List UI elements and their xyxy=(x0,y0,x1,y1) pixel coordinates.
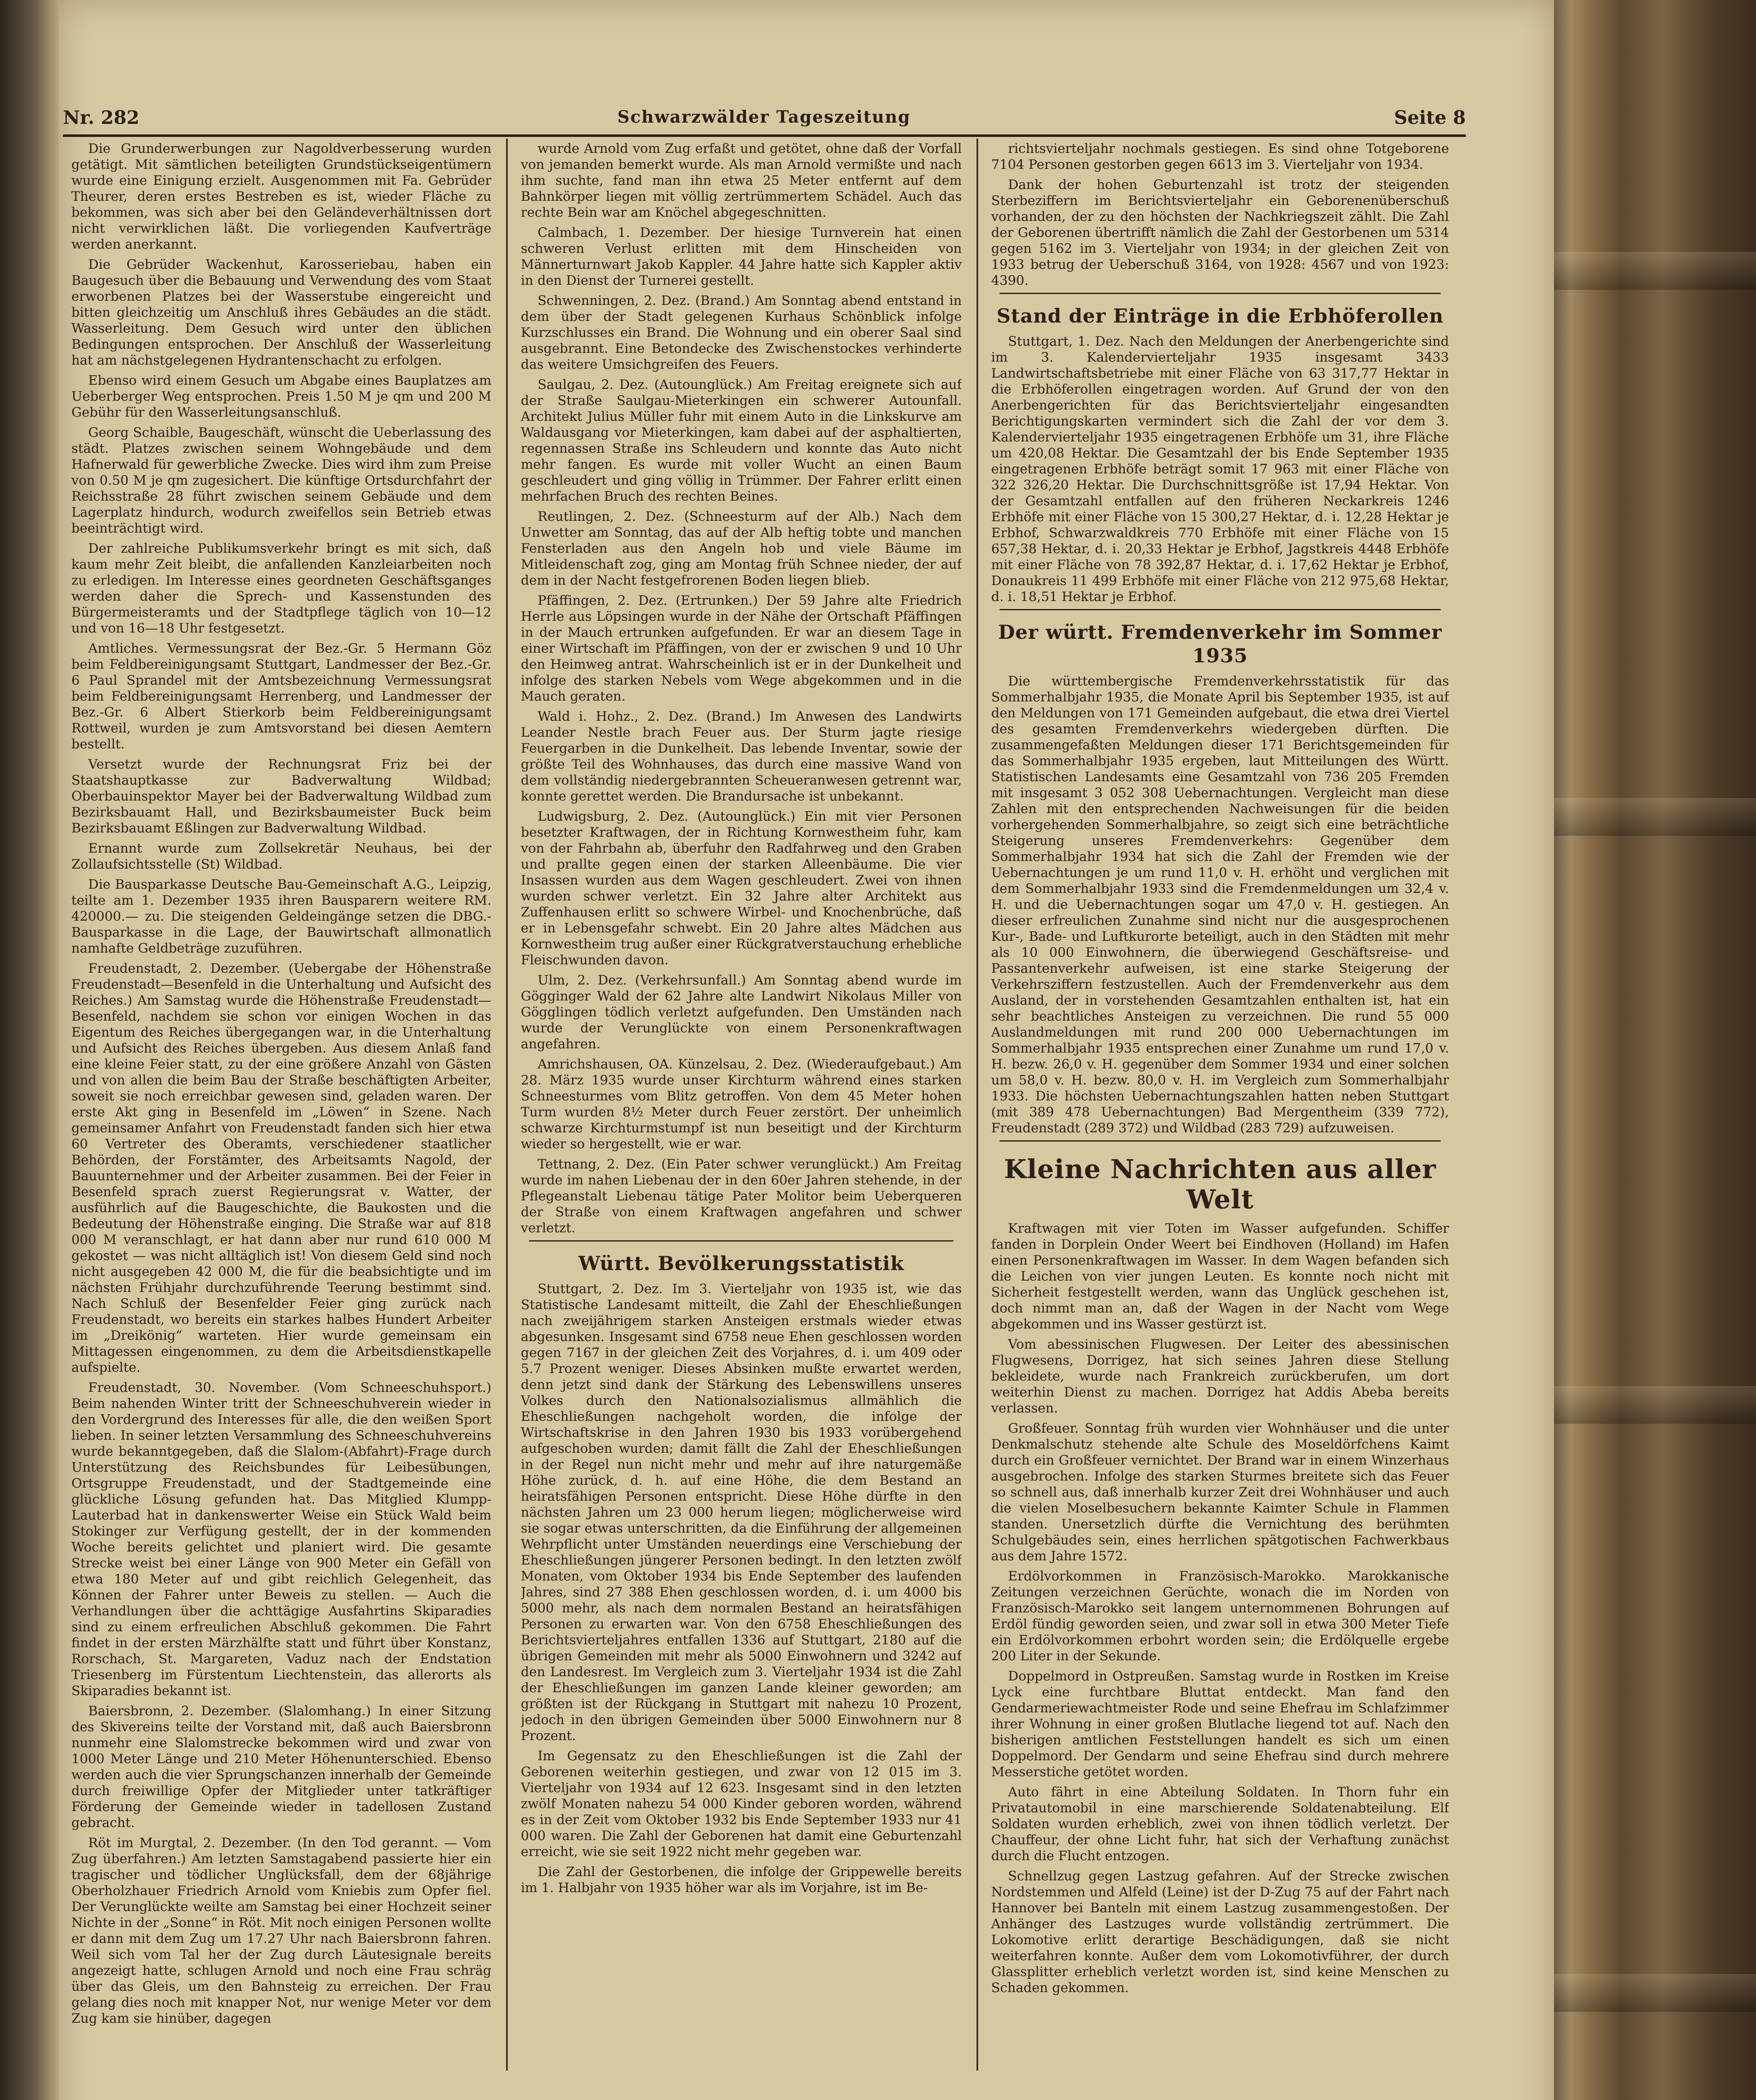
article-paragraph: Schnellzug gegen Lastzug gefahren. Auf der Strecke zwischen Nordstemmen und Alfeld (Leine) ist der D-Zug 75 auf der Fahrt nach Hannover bei Banteln mit einem Lastzug zusammengestoßen. Der Anhänger des Lastzuges wurde vollständig zertrümmert. Die Lokomotive erlitt derartige Beschädigungen, daß sie nicht weiterfahren konnte. Außer dem vom Lokomotivführer, der durch Glassplitter erheblich verletzt worden ist, sind keine Menschen zu Schaden gekommen. xyxy=(991,1869,1449,1995)
column-divider xyxy=(506,139,508,2071)
article-paragraph: Ernannt wurde zum Zollsekretär Neuhaus, bei der Zollaufsichtsstelle (St) Wildbad. xyxy=(71,841,491,872)
article-paragraph: Die württembergische Fremdenverkehrsstatistik für das Sommerhalbjahr 1935, die Monate April bis September 1935, ist auf den Meldungen von 171 Gemeinden aufgebaut, die etwa drei Viertel des gesamten Fremdenverkehrs wiedergeben dürften. Die zusammengefaßten Meldungen dieser 171 Berichtsgemeinden für das Sommerhalbjahr 1935 ergeben, laut Mitteilungen des Württ. Statistischen Landesamts eine Gesamtzahl von 736 205 Fremden mit insgesamt 3 052 308 Uebernachtungen. Vergleicht man diese Zahlen mit den entsprechenden Nachweisungen für die beiden vorhergehenden Sommerhalbjahre, so zeigt sich eine beträchtliche Steigerung unseres Fremdenverkehrs: Gegenüber dem Sommerhalbjahr 1934 hat sich die Zahl der Fremden wie der Uebernachtungen je um rund 11,0 v. H. erhöht und verglichen mit dem Sommerhalbjahr 1933 sind die Fremdenmeldungen um 32,4 v. H. und die Uebernachtungen sogar um 47,0 v. H. gestiegen. An dieser erfreulichen Zunahme sind nicht nur die ausgesprochenen Kur-, Bade- und Luftkurorte beteiligt, auch in den Städten mit mehr als 10 000 Einwohnern, die überwiegend Geschäftsreise- und Passantenverkehr aufweisen, ist eine starke Steigerung der Verkehrsziffern festzustellen. Auch der Fremdenverkehr aus dem Ausland, der in vorstehenden Gesamtzahlen enthalten ist, hat ein sehr beachtliches Ansteigen zu verzeichnen. Die rund 55 000 Auslandmeldungen mit rund 200 000 Uebernachtungen im Sommerhalbjahr 1935 entsprechen einer Zunahme um rund 17,0 v. H. bezw. 26,0 v. H. gegenüber dem Sommer 1934 und einer solchen um 58,0 v. H. bezw. 80,0 v. H. im Vergleich zum Sommerhalbjahr 1933. Die höchsten Uebernachtungszahlen hatten neben Stuttgart (mit 389 478 Uebernachtungen) Bad Mergentheim (339 772), Freudenstadt (289 372) und Wildbad (283 729) aufzuweisen. xyxy=(991,674,1449,1136)
column-2 xyxy=(521,141,962,2073)
column-1 xyxy=(71,141,491,2073)
article-paragraph: Erdölvorkommen in Französisch-Marokko. Marokkanische Zeitungen verzeichnen Gerüchte, wonach die im Norden von Französisch-Marokko seit langem unternommenen Bohrungen auf Erdöl fündig geworden seien, und zwar soll in etwa 300 Meter Tiefe ein Erdölvorkommen erbohrt worden sein; die Erdölquelle ergebe 200 Liter in der Sekunde. xyxy=(991,1569,1449,1664)
article-paragraph: Kraftwagen mit vier Toten im Wasser aufgefunden. Schiffer fanden in Dorplein Onder Weert bei Eindhoven (Holland) im Hafen einen Personenkraftwagen im Wasser. In dem Wagen befanden sich die Leichen von vier jungen Leuten. Es konnte noch nicht mit Sicherheit festgestellt werden, wann das Unglück geschehen ist, doch nimmt man an, daß der Wagen in der Nacht vom Wege abgekommen und ins Wasser gestürzt ist. xyxy=(991,1221,1449,1332)
article-paragraph: Die Bausparkasse Deutsche Bau-Gemeinschaft A.G., Leipzig, teilte am 1. Dezember 1935 ihren Bausparern weitere RM. 420000.— zu. Die steigenden Geldeingänge setzen die DBG.-Bausparkasse in die Lage, der Bauwirtschaft allmonatlich namhafte Geldbeträge zuzuführen. xyxy=(71,877,491,956)
article-paragraph: Großfeuer. Sonntag früh wurden vier Wohnhäuser und die unter Denkmalschutz stehende alte Schule des Moseldörfchens Kaimt durch ein Großfeuer vernichtet. Der Brand war in einem Winzerhaus ausgebrochen. Infolge des starken Sturmes breitete sich das Feuer so schnell aus, daß innerhalb kurzer Zeit drei Wohnhäuser und auch die vielen Moselbesuchern bekannte Kaimter Schule in Flammen standen. Unersetzlich dürfte die Vernichtung des berühmten Schulgebäudes sein, eines herrlichen spätgotischen Fachwerkbaus aus dem Jahre 1572. xyxy=(991,1421,1449,1564)
section-rule xyxy=(1000,1140,1441,1142)
section-rule xyxy=(1000,293,1441,294)
article-paragraph: Doppelmord in Ostpreußen. Samstag wurde in Rostken im Kreise Lyck eine furchtbare Bluttat entdeckt. Man fand den Gendarmeriewachtmeister Rode und seine Ehefrau im Schlafzimmer ihrer Wohnung in einer großen Blutlache liegend tot auf. Nach den bisherigen amtlichen Feststellungen handelt es sich um einen Doppelmord. Der Gendarm und seine Ehefrau sind durch mehrere Messerstiche getötet worden. xyxy=(991,1669,1449,1780)
article-paragraph: Versetzt wurde der Rechnungsrat Friz bei der Staatshauptkasse zur Badverwaltung Wildbad; Oberbauinspektor Mayer bei der Badverwaltung Wildbad zum Bezirksbauamt Hall, und Bezirksbaumeister Buck beim Bezirksbauamt Eßlingen zur Badverwaltung Wildbad. xyxy=(71,757,491,836)
article-paragraph: Wald i. Hohz., 2. Dez. (Brand.) Im Anwesen des Landwirts Leander Nestle brach Feuer aus. Der Sturm jagte riesige Feuergarben in die Dunkelheit. Das lebende Inventar, sowie der größte Teil des Wohnhauses, das durch eine massive Wand von dem vollständig niedergebrannten Scheueranwesen getrennt war, konnte gerettet werden. Die Brandursache ist unbekannt. xyxy=(521,709,962,804)
issue-number: Nr. 282 xyxy=(63,107,139,129)
article-paragraph: Calmbach, 1. Dezember. Der hiesige Turnverein hat einen schweren Verlust erlitten mit dem Hinscheiden von Männerturnwart Jakob Kappler. 44 Jahre hatte sich Kappler aktiv in den Dienst der Turnerei gestellt. xyxy=(521,225,962,288)
article-paragraph: Amrichshausen, OA. Künzelsau, 2. Dez. (Wiederaufgebaut.) Am 28. März 1935 wurde unser Kirchturm während eines starken Schneesturmes vom Blitz getroffen. Von dem 45 Meter hohen Turm wurden 8½ Meter durch Feuer zerstört. Der unheimlich schwarze Kirchturmstumpf ist nun beseitigt und der Kirchturm wieder so hergestellt, wie er war. xyxy=(521,1057,962,1152)
section-headline: Kleine Nachrichten aus aller Welt xyxy=(1004,1154,1436,1215)
newspaper-title: Schwarzwälder Tageszeitung xyxy=(617,107,911,127)
section-headline: Württ. Bevölkerungsstatistik xyxy=(578,1252,904,1275)
article-paragraph: Die Gebrüder Wackenhut, Karosseriebau, haben ein Baugesuch über die Bebauung und Verwendung des vom Staat erworbenen Platzes bei der Wasserstube eingereicht und bitten gleichzeitig um Anschluß ihres Gebäudes an die städt. Wasserleitung. Dem Gesuch wird unter den üblichen Bedingungen entsprochen. Der Anschluß der Wasserleitung hat am nächstgelegenen Hydrantenschacht zu erfolgen. xyxy=(71,257,491,368)
article-paragraph: Stuttgart, 2. Dez. Im 3. Vierteljahr von 1935 ist, wie das Statistische Landesamt mitteilt, die Zahl der Eheschließungen nach zweijährigem starken Ansteigen erstmals wieder etwas abgesunken. Insgesamt sind 6758 neue Ehen geschlossen worden gegen 7167 in der gleichen Zeit des Vorjahres, d. i. um 409 oder 5.7 Prozent weniger. Dieses Absinken mußte erwartet werden, denn jetzt sind dank der Stärkung des Lebenswillens unseres Volkes durch den Nationalsozialismus allmählich die Eheschließungen nachgeholt worden, die infolge der Wirtschaftskrise in den Jahren 1930 bis 1933 vorübergehend aufgeschoben wurden; damit fällt die Zahl der Eheschließungen in der Regel nun nicht mehr und mehr auf ihre naturgemäße Höhe zurück, d. h. auf eine Höhe, die dem Bestand an heiratsfähigen Personen entspricht. Diese Höhe dürfte in den nächsten Jahren um 23 000 herum liegen; möglicherweise wird sie sogar etwas unterschritten, da die Einführung der allgemeinen Wehrpflicht unter Umständen neuerdings eine Verschiebung der Eheschließungen jüngerer Personen bedingt. In den letzten zwölf Monaten, vom Oktober 1934 bis Ende September des laufenden Jahres, sind 27 388 Ehen geschlossen worden, d. i. um 4000 bis 5000 mehr, als nach dem normalen Bestand an heiratsfähigen Personen zu erwarten war. Von den 6758 Eheschließungen des Berichtsvierteljahres entfallen 1336 auf Stuttgart, 2180 auf die übrigen Gemeinden mit mehr als 5000 Einwohnern und 3242 auf den Landesrest. Im Vergleich zum 3. Vierteljahr 1934 ist die Zahl der Eheschließungen im ganzen Lande kleiner geworden; am größten ist der Rückgang in Stuttgart mit nahezu 10 Prozent, jedoch in den übrigen Gemeinden über 5000 Einwohnern nur 8 Prozent. xyxy=(521,1281,962,1743)
article-paragraph: Amtliches. Vermessungsrat der Bez.-Gr. 5 Hermann Göz beim Feldbereinigungsamt Stuttgart, Landmesser der Bez.-Gr. 6 Paul Sprandel mit der Amtsbezeichnung Vermessungsrat beim Feldbereinigungsamt Herrenberg, und Landmesser der Bez.-Gr. 6 Albert Stierkorb beim Feldbereinigungsamt Rottweil, wurden je zum Amtsvorstand bei diesen Aemtern bestellt. xyxy=(71,641,491,752)
column-3 xyxy=(991,141,1449,2073)
section-headline: Stand der Einträge in die Erbhöferollen xyxy=(996,304,1444,327)
article-paragraph: Georg Schaible, Baugeschäft, wünscht die Ueberlassung des städt. Platzes zwischen seinem Wohngebäude und dem Hafnerwald für gewerbliche Zwecke. Dies wird ihm zum Preise von 0.50 M je qm zugesichert. Die künftige Ortsdurchfahrt der Reichsstraße 28 führt zwischen seinem Gebäude und dem Lagerplatz hindurch, wodurch zweifellos sein Betrieb etwas beeinträchtigt wird. xyxy=(71,425,491,536)
header-rule xyxy=(63,134,1466,137)
article-paragraph: Freudenstadt, 2. Dezember. (Uebergabe der Höhenstraße Freudenstadt—Besenfeld in die Unterhaltung und Aufsicht des Reiches.) Am Samstag wurde die Höhenstraße Freudenstadt—Besenfeld, nachdem sie schon vor einigen Wochen in das Eigentum des Reiches übergegangen war, in die Unterhaltung und Aufsicht des Reiches übergeben. Aus diesem Anlaß fand eine kleine Feier statt, zu der eine größere Anzahl von Gästen und von allen die beim Bau der Straße beschäftigten Arbeiter, soweit sie noch erreichbar gewesen sind, geladen waren. Der erste Akt ging in Besenfeld im „Löwen“ in Szene. Nach gemeinsamer Anfahrt von Freudenstadt fanden sich hier etwa 60 Vertreter des Oberamts, verschiedener staatlicher Behörden, der Forstämter, des Arbeitsamts Nagold, der Bauunternehmer und der Arbeiter zusammen. Bei der Feier in Besenfeld sprach zuerst Regierungsrat v. Watter, der ausführlich auf die Baugeschichte, die Baukosten und die Bedeutung der Höhenstraße einging. Die Straße war auf 818 000 M veranschlagt, er hat dann aber nur rund 610 000 M gekostet — was nicht alltäglich ist! Von diesem Geld sind noch nicht ausgegeben 42 000 M, die für die beabsichtigte und im nächsten Frühjahr durchzuführende Teerung bestimmt sind. Nach Schluß der Besenfelder Feier ging zurück nach Freudenstadt, wo bereits ein starkes halbes Hundert Arbeiter im „Dreikönig“ warteten. Hier wurde gemeinsam ein Mittagessen eingenommen, zu dem die Arbeitsdienstkapelle aufspielte. xyxy=(71,961,491,1375)
article-paragraph: richtsvierteljahr nochmals gestiegen. Es sind ohne Totgeborene 7104 Personen gestorben gegen 6613 im 3. Vierteljahr von 1934. xyxy=(991,141,1449,172)
article-paragraph: Ludwigsburg, 2. Dez. (Autounglück.) Ein mit vier Personen besetzter Kraftwagen, der in Richtung Kornwestheim fuhr, kam von der Fahrbahn ab, überfuhr den Radfahrweg und den Graben und prallte gegen einen der starken Alleenbäume. Die vier Insassen wurden aus dem Wagen geschleudert. Zwei von ihnen wurden schwer verletzt. Ein 32 Jahre alter Architekt aus Zuffenhausen erlitt so schwere Wirbel- und Knochenbrüche, daß er in Lebensgefahr schwebt. Ein 20 Jahre altes Mädchen aus Kornwestheim trug außer einer Rückgratverstauchung erhebliche Fleischwunden davon. xyxy=(521,809,962,968)
page-number: Seite 8 xyxy=(1394,107,1466,129)
article-paragraph: wurde Arnold vom Zug erfaßt und getötet, ohne daß der Vorfall von jemanden bemerkt wurde. Als man Arnold vermißte und nach ihm suchte, fand man ihn etwa 25 Meter entfernt auf dem Bahnkörper liegen mit völlig zertrümmertem Schädel. Auch das rechte Bein war am Knöchel abgegeschnitten. xyxy=(521,141,962,220)
article-paragraph: Pfäffingen, 2. Dez. (Ertrunken.) Der 59 Jahre alte Friedrich Herrle aus Löpsingen wurde in der Nähe der Ortschaft Pfäffingen in der Mauch ertrunken aufgefunden. Er war an diesem Tage in einer Wirtschaft im Pfäffingen, von der er zwischen 9 und 10 Uhr den Heimweg antrat. Wahrscheinlich ist er in der Dunkelheit und infolge des starken Nebels vom Wege abgekommen und in die Mauch geraten. xyxy=(521,593,962,704)
article-paragraph: Schwenningen, 2. Dez. (Brand.) Am Sonntag abend entstand in dem über der Stadt gelegenen Kurhaus Schönblick infolge Kurzschlusses ein Brand. Die Wohnung und ein oberer Saal sind ausgebrannt. Eine Betondecke des Zwischenstockes verhinderte das weitere Umsichgreifen des Feuers. xyxy=(521,293,962,372)
article-paragraph: Der zahlreiche Publikumsverkehr bringt es mit sich, daß kaum mehr Zeit bleibt, die anfallenden Kanzleiarbeiten noch zu erledigen. Im Interesse eines geordneten Geschäftsganges werden daher die Sprech- und Kassenstunden des Bürgermeisteramts und der Stadtpflege täglich von 10—12 und von 16—18 Uhr festgesetzt. xyxy=(71,541,491,636)
section-headline: Der württ. Fremdenverkehr im Sommer 1935 xyxy=(998,621,1442,667)
article-paragraph: Stuttgart, 1. Dez. Nach den Meldungen der Anerbengerichte sind im 3. Kalendervierteljahr 1935 insgesamt 3433 Landwirtschaftsbetriebe mit einer Fläche von 63 317,77 Hektar in die Erbhöferollen eingetragen worden. Auf Grund der von den Anerbengerichten für das Berichtsvierteljahr eingesandten Berichtigungskarten vermindert sich die Zahl der vor dem 3. Kalendervierteljahr 1935 eingetragenen Erbhöfe um 31, ihre Fläche um 420,08 Hektar. Die Gesamtzahl der bis Ende September 1935 eingetragenen Erbhöfe beträgt somit 17 963 mit einer Fläche von 322 326,20 Hektar. Die Durchschnittsgröße ist 17,94 Hektar. Von der Gesamtzahl entfallen auf den früheren Neckarkreis 1246 Erbhöfe mit einer Fläche von 15 300,27 Hektar, d. i. 12,28 Hektar je Erbhof, Schwarzwaldkreis 770 Erbhöfe mit einer Fläche von 15 657,38 Hektar, d. i. 20,33 Hektar je Erbhof, Jagstkreis 4448 Erbhöfe mit einer Fläche von 78 392,87 Hektar, d. i. 17,62 Hektar je Erbhof, Donaukreis 11 499 Erbhöfe mit einer Fläche von 212 975,68 Hektar, d. i. 18,51 Hektar je Erbhof. xyxy=(991,334,1449,604)
section-rule xyxy=(1000,609,1441,610)
article-paragraph: Auto fährt in eine Abteilung Soldaten. In Thorn fuhr ein Privatautomobil in eine marschierende Soldatenabteilung. Elf Soldaten wurden erheblich, zwei von ihnen tödlich verletzt. Der Chauffeur, der ohne Licht fuhr, hat sich der Verhaftung zunächst durch die Flucht entzogen. xyxy=(991,1785,1449,1864)
section-rule xyxy=(529,1240,953,1242)
article-paragraph: Ebenso wird einem Gesuch um Abgabe eines Bauplatzes am Ueberberger Weg entsprochen. Preis 1.50 M je qm und 200 M Gebühr für den Wasserleitungsanschluß. xyxy=(71,373,491,420)
page-header xyxy=(63,103,1466,136)
article-paragraph: Saulgau, 2. Dez. (Autounglück.) Am Freitag ereignete sich auf der Straße Saulgau-Mieterkingen ein schwerer Autounfall. Architekt Julius Müller fuhr mit einem Auto in die Linkskurve am Waldausgang vor Mieterkingen, kam dabei auf der asphaltierten, regennassen Straße ins Schleudern und konnte das Auto nicht mehr fangen. Es wurde mit voller Wucht an einen Baum geschleudert und ging völlig in Trümmer. Der Fahrer erlitt einen mehrfachen Bruch des rechten Beines. xyxy=(521,377,962,504)
article-paragraph: Dank der hohen Geburtenzahl ist trotz der steigenden Sterbeziffern im Berichtsvierteljahr ein Geborenenüberschuß vorhanden, der zu den höchsten der Nachkriegszeit zählt. Die Zahl der Geborenen übertrifft nämlich die Zahl der Gestorbenen um 5314 gegen 5162 im 3. Vierteljahr von 1934; in der gleichen Zeit von 1933 betrug der Ueberschuß 3164, von 1928: 4567 und von 1923: 4390. xyxy=(991,177,1449,288)
article-paragraph: Freudenstadt, 30. November. (Vom Schneeschuhsport.) Beim nahenden Winter tritt der Schneeschuhverein wieder in den Vordergrund des Interesses für alle, die den weißen Sport lieben. In seiner letzten Versammlung des Schneeschuhvereins wurde bekanntgegeben, daß die Slalom-(Abfahrt)-Frage durch Unterstützung des Reichsbundes für Leibesübungen, Ortsgruppe Freudenstadt, und der Stadtgemeinde eine glückliche Lösung gefunden hat. Das Mitglied Klumpp-Lauterbad hat in dankenswerter Weise ein Stück Wald beim Stokinger zur Verfügung gestellt, der in der kommenden Woche bereits gelichtet und planiert wird. Die gesamte Strecke weist bei einer Länge von 900 Meter ein Gefäll von etwa 180 Meter auf und gibt reichlich Gelegenheit, das Können der Fahrer unter Beweis zu stellen. — Auch die Verhandlungen über die achttägige Ausfahrtins Skiparadies sind zu einem erfreulichen Abschluß gekommen. Die Fahrt findet in der ersten Märzhälfte statt und führt über Konstanz, Rorschach, St. Margareten, Vaduz nach der Endstation Triesenberg im Fürstentum Liechtenstein, das allerorts als Skiparadies bekannt ist. xyxy=(71,1380,491,1698)
article-paragraph: Röt im Murgtal, 2. Dezember. (In den Tod gerannt. — Vom Zug überfahren.) Am letzten Samstagabend passierte hier ein tragischer und tödlicher Unglücksfall, dem der 68jährige Oberholzhauer Friedrich Arnold vom Kniebis zum Opfer fiel. Der Verunglückte weilte am Samstag bei einer Hochzeit seiner Nichte in der „Sonne“ in Röt. Mit noch einigen Personen wollte er dann mit dem Zug um 17.27 Uhr nach Baiersbronn fahren. Weil sich vom Tal her der Zug durch Läutesignale bereits angezeigt hatte, schlugen Arnold und noch eine Frau schräg über das Gleis, um den Bahnsteig zu erreichen. Der Frau gelang dies noch mit knapper Not, nur wenige Meter vor dem Zug kam sie hinüber, dagegen xyxy=(71,1835,491,2026)
book-binding xyxy=(1554,0,1756,2100)
column-divider xyxy=(976,139,978,2071)
left-page-edge xyxy=(0,0,59,2100)
article-paragraph: Tettnang, 2. Dez. (Ein Pater schwer verunglückt.) Am Freitag wurde im nahen Liebenau der in den 60er Jahren stehende, in der Pflegeanstalt Liebenau tätige Pater Molitor beim Ueberqueren der Straße von einem Kraftwagen angefahren und schwer verletzt. xyxy=(521,1157,962,1236)
article-paragraph: Reutlingen, 2. Dez. (Schneesturm auf der Alb.) Nach dem Unwetter am Sonntag, das auf der Alb heftig tobte und manchen Fensterladen aus den Angeln hob und viele Bäume im Mitleidenschaft zog, ging am Montag früh Schnee nieder, der auf dem in der Nacht festgefrorenen Boden liegen blieb. xyxy=(521,509,962,588)
article-paragraph: Die Grunderwerbungen zur Nagoldverbesserung wurden getätigt. Mit sämtlichen beteiligten Grundstückseigentümern wurde eine Einigung erzielt. Ausgenommen mit Fa. Gebrüder Theurer, deren erstes Bestreben es ist, wieder Fläche zu bekommen, was sich aber bei den Geländeverhältnissen dort nicht verwirklichen läßt. Die vorliegenden Kaufverträge werden anerkannt. xyxy=(71,141,491,252)
article-paragraph: Vom abessinischen Flugwesen. Der Leiter des abessinischen Flugwesens, Dorrigez, hat sich seines Jahren diese Stellung bekleidete, wurde nach Frankreich zurückberufen, um dort weiterhin Dienst zu machen. Dorrigez hat Addis Abeba bereits verlassen. xyxy=(991,1337,1449,1416)
article-paragraph: Ulm, 2. Dez. (Verkehrsunfall.) Am Sonntag abend wurde im Gögginger Wald der 62 Jahre alte Landwirt Nikolaus Miller von Gögglingen tödlich verletzt aufgefunden. Den Umständen nach wurde der Verunglückte von einem Personenkraftwagen angefahren. xyxy=(521,973,962,1052)
article-paragraph: Die Zahl der Gestorbenen, die infolge der Grippewelle bereits im 1. Halbjahr von 1935 höher war als im Vorjahre, ist im Be- xyxy=(521,1864,962,1895)
article-paragraph: Baiersbronn, 2. Dezember. (Slalomhang.) In einer Sitzung des Skivereins teilte der Vorstand mit, daß auch Baiersbronn nunmehr eine Slalomstrecke bekommen wird und zwar von 1000 Meter Länge und 210 Meter Höhenunterschied. Ebenso werden auch die vier Sprungschanzen innerhalb der Gemeinde durch freiwillige Opfer der Mitglieder unter tatkräftiger Förderung der Gemeinde wieder in tadellosen Zustand gebracht. xyxy=(71,1704,491,1830)
article-paragraph: Im Gegensatz zu den Eheschließungen ist die Zahl der Geborenen weiterhin gestiegen, und zwar von 12 015 im 3. Vierteljahr von 1934 auf 12 623. Insgesamt sind in den letzten zwölf Monaten nahezu 54 000 Kinder geboren worden, während es in der Zeit vom Oktober 1932 bis Ende September 1933 nur 41 000 waren. Die Zahl der Geborenen hat damit eine Geburtenzahl erreicht, wie sie seit 1922 nicht mehr gegeben war. xyxy=(521,1748,962,1859)
